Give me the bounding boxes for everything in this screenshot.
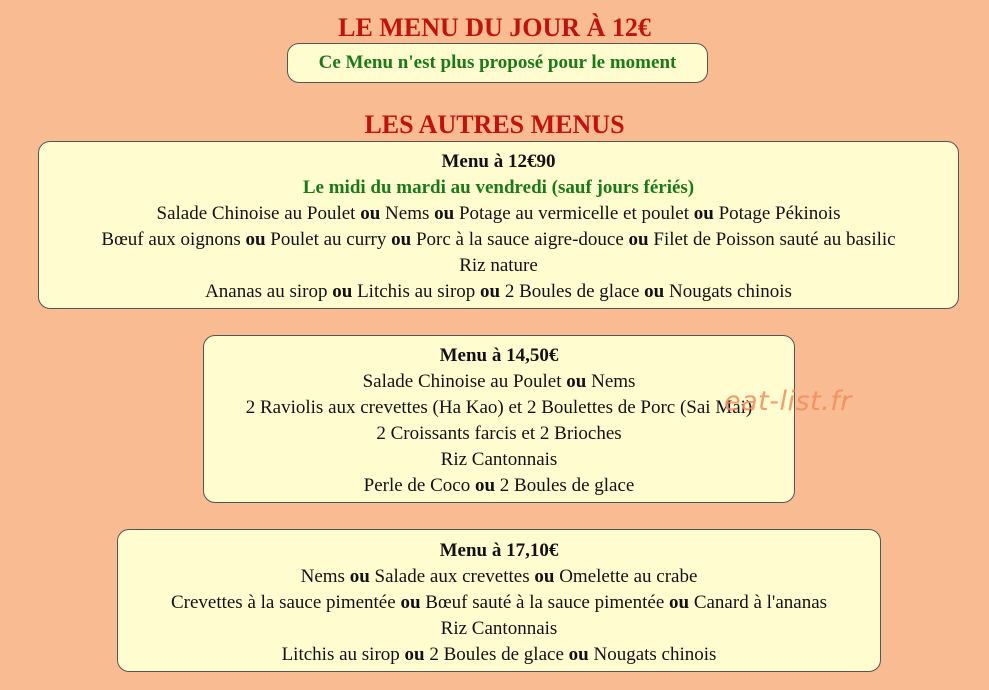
- separator-ou: ou: [693, 203, 714, 224]
- menu-line: [118, 564, 880, 590]
- menu-line: [204, 473, 794, 499]
- menu-item: Nems: [591, 371, 636, 392]
- menu-item: Ananas au sirop: [205, 281, 328, 302]
- separator-ou: ou: [628, 229, 649, 250]
- menu-item: Nougats chinois: [668, 281, 792, 302]
- menu-item: 2 Boules de glace: [504, 281, 640, 302]
- separator-ou: ou: [400, 592, 421, 613]
- separator-ou: ou: [474, 475, 496, 496]
- menu-item: 2 Croissants farcis et 2 Brioches: [376, 423, 622, 444]
- separator-ou: ou: [332, 281, 353, 302]
- menu-heading: Menu à 17,10€: [439, 540, 559, 561]
- menu-item: 2 Boules de glace: [499, 475, 635, 496]
- menu-item: Litchis au sirop: [357, 281, 476, 302]
- menu-item: Salade aux crevettes: [374, 566, 530, 587]
- menu-card-17-10: [117, 529, 881, 672]
- menu-item: Poulet au curry: [270, 229, 387, 250]
- menu-item: Potage au vermicelle et poulet: [458, 203, 689, 224]
- menu-line: [204, 447, 794, 473]
- menu-item: Canard à l'ananas: [693, 592, 828, 613]
- menu-item: Salade Chinoise au Poulet: [362, 371, 562, 392]
- menu-line: [39, 279, 958, 305]
- menu-item: Crevettes à la sauce pimentée: [170, 592, 396, 613]
- menu-line: [118, 590, 880, 616]
- menu-card-12-90: [38, 141, 959, 309]
- menu-line: [39, 253, 958, 279]
- menu-item: Riz nature: [459, 255, 538, 276]
- menu-lines: [39, 201, 958, 305]
- menu-item: Perle de Coco: [363, 475, 471, 496]
- menu-item: 2 Boules de glace: [429, 644, 564, 665]
- separator-ou: ou: [568, 644, 589, 665]
- menu-item: Filet de Poisson sauté au basilic: [653, 229, 896, 250]
- separator-ou: ou: [644, 281, 665, 302]
- menu-lines: [118, 564, 880, 668]
- menu-item: Salade Chinoise au Poulet: [156, 203, 356, 224]
- menu-du-jour-notice: Ce Menu n'est plus proposé pour le moment: [287, 43, 708, 83]
- separator-ou: ou: [391, 229, 412, 250]
- menu-subtitle: Le midi du mardi au vendredi (sauf jours fériés): [302, 177, 695, 198]
- separator-ou: ou: [349, 566, 370, 587]
- menu-item: Nems: [300, 566, 345, 587]
- separator-ou: ou: [404, 644, 425, 665]
- autres-menus-title: LES AUTRES MENUS: [364, 110, 625, 139]
- menu-item: Nems: [385, 203, 430, 224]
- menu-card-14-50: [203, 335, 795, 503]
- menu-item: 2 Raviolis aux crevettes (Ha Kao) et 2 Boulettes de Porc (Sai Mai): [245, 397, 753, 418]
- menu-item: Omelette au crabe: [559, 566, 698, 587]
- separator-ou: ou: [534, 566, 555, 587]
- menu-item: Litchis au sirop: [281, 644, 400, 665]
- menu-lines: [204, 369, 794, 499]
- separator-ou: ou: [434, 203, 455, 224]
- menu-line: [39, 227, 958, 253]
- menu-heading: Menu à 12€90: [441, 151, 556, 172]
- menu-line: [204, 395, 794, 421]
- watermark-text: eat-list.fr: [724, 386, 852, 417]
- menu-item: Porc à la sauce aigre-douce: [415, 229, 624, 250]
- menu-item: Potage Pékinois: [718, 203, 841, 224]
- menu-line: [204, 369, 794, 395]
- menu-item: Bœuf sauté à la sauce pimentée: [425, 592, 665, 613]
- menu-item: Nougats chinois: [593, 644, 717, 665]
- separator-ou: ou: [480, 281, 501, 302]
- menu-item: Bœuf aux oignons: [101, 229, 241, 250]
- menu-line: [118, 642, 880, 668]
- separator-ou: ou: [669, 592, 690, 613]
- menu-item: Riz Cantonnais: [440, 618, 558, 639]
- menu-heading: Menu à 14,50€: [439, 345, 559, 366]
- menu-line: [204, 421, 794, 447]
- separator-ou: ou: [360, 203, 381, 224]
- separator-ou: ou: [245, 229, 266, 250]
- menu-line: [118, 616, 880, 642]
- menu-line: [39, 201, 958, 227]
- menu-item: Riz Cantonnais: [440, 449, 558, 470]
- menu-du-jour-title: LE MENU DU JOUR À 12€: [338, 13, 651, 42]
- separator-ou: ou: [566, 371, 587, 392]
